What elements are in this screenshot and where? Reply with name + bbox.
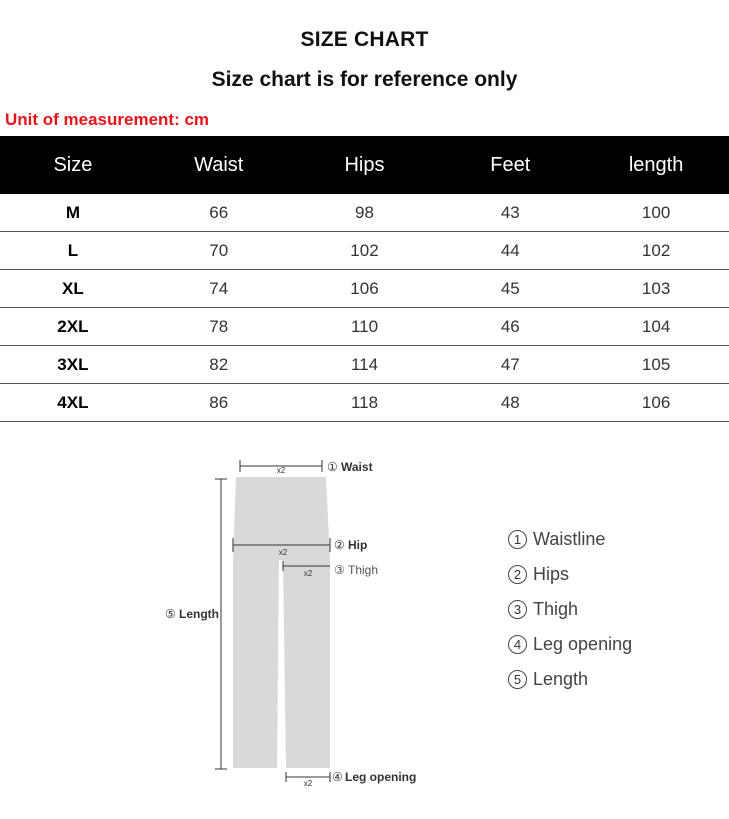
- waist-label: Waist: [341, 460, 373, 474]
- column-header-feet: Feet: [437, 136, 583, 194]
- legend-label: Leg opening: [533, 634, 633, 654]
- waist-num: ①: [327, 460, 338, 474]
- legend-label: Length: [533, 669, 589, 689]
- legend-label: Thigh: [533, 599, 579, 619]
- thigh-num: ③: [334, 563, 345, 577]
- legend-item-thigh: [508, 592, 632, 627]
- length-cell: 102: [583, 232, 729, 270]
- length-label: Length: [179, 607, 219, 621]
- page-subtitle: Size chart is for reference only: [211, 68, 518, 91]
- legend-number: 3: [508, 600, 527, 619]
- hips-cell: 98: [292, 194, 438, 232]
- hips-cell: 102: [292, 232, 438, 270]
- waist-cell: 70: [146, 232, 292, 270]
- hips-cell: 110: [292, 308, 438, 346]
- waist-cell: 82: [146, 346, 292, 384]
- length-num: ⑤: [165, 607, 176, 621]
- legend-item-length: [508, 662, 632, 697]
- measurement-legend: [508, 522, 632, 697]
- column-header-size: Size: [0, 136, 146, 194]
- leg-opening-multiplier: x2: [303, 779, 313, 788]
- size-cell: L: [0, 232, 146, 270]
- column-header-length: length: [583, 136, 729, 194]
- size-cell: 3XL: [0, 346, 146, 384]
- hip-num: ②: [334, 538, 345, 552]
- legend-number: 5: [508, 670, 527, 689]
- hips-cell: 114: [292, 346, 438, 384]
- hips-cell: 106: [292, 270, 438, 308]
- length-cell: 106: [583, 384, 729, 422]
- leg-opening-num: ④: [332, 770, 343, 784]
- length-cell: 104: [583, 308, 729, 346]
- thigh-label: Thigh: [348, 563, 379, 577]
- column-header-waist: Waist: [146, 136, 292, 194]
- waist-cell: 74: [146, 270, 292, 308]
- thigh-multiplier: x2: [303, 569, 313, 578]
- feet-cell: 48: [437, 384, 583, 422]
- legend-item-leg-opening: [508, 627, 632, 662]
- legend-number: 4: [508, 635, 527, 654]
- legend-label: Hips: [533, 564, 570, 584]
- hip-multiplier: x2: [278, 548, 288, 557]
- waist-cell: 66: [146, 194, 292, 232]
- unit-note: Unit of measurement: cm: [5, 110, 210, 129]
- feet-cell: 46: [437, 308, 583, 346]
- leg-opening-label: Leg opening: [345, 770, 417, 784]
- length-cell: 100: [583, 194, 729, 232]
- feet-cell: 43: [437, 194, 583, 232]
- legend-item-hips: [508, 557, 632, 592]
- waist-multiplier: x2: [276, 466, 286, 475]
- size-cell: XL: [0, 270, 146, 308]
- waist-cell: 86: [146, 384, 292, 422]
- feet-cell: 47: [437, 346, 583, 384]
- pants-silhouette: [233, 477, 330, 768]
- legend-label: Waistline: [533, 529, 606, 549]
- waist-dimension: [240, 460, 373, 475]
- length-cell: 105: [583, 346, 729, 384]
- column-header-hips: Hips: [292, 136, 438, 194]
- legend-number: 2: [508, 565, 527, 584]
- legend-number: 1: [508, 530, 527, 549]
- feet-cell: 45: [437, 270, 583, 308]
- size-cell: M: [0, 194, 146, 232]
- length-cell: 103: [583, 270, 729, 308]
- feet-cell: 44: [437, 232, 583, 270]
- hips-cell: 118: [292, 384, 438, 422]
- waist-cell: 78: [146, 308, 292, 346]
- hip-label: Hip: [348, 538, 368, 552]
- legend-item-waistline: [508, 522, 632, 557]
- leg-opening-dimension: [286, 770, 416, 788]
- page-title: SIZE CHART: [300, 28, 429, 51]
- length-dimension: [165, 479, 227, 769]
- size-cell: 2XL: [0, 308, 146, 346]
- size-cell: 4XL: [0, 384, 146, 422]
